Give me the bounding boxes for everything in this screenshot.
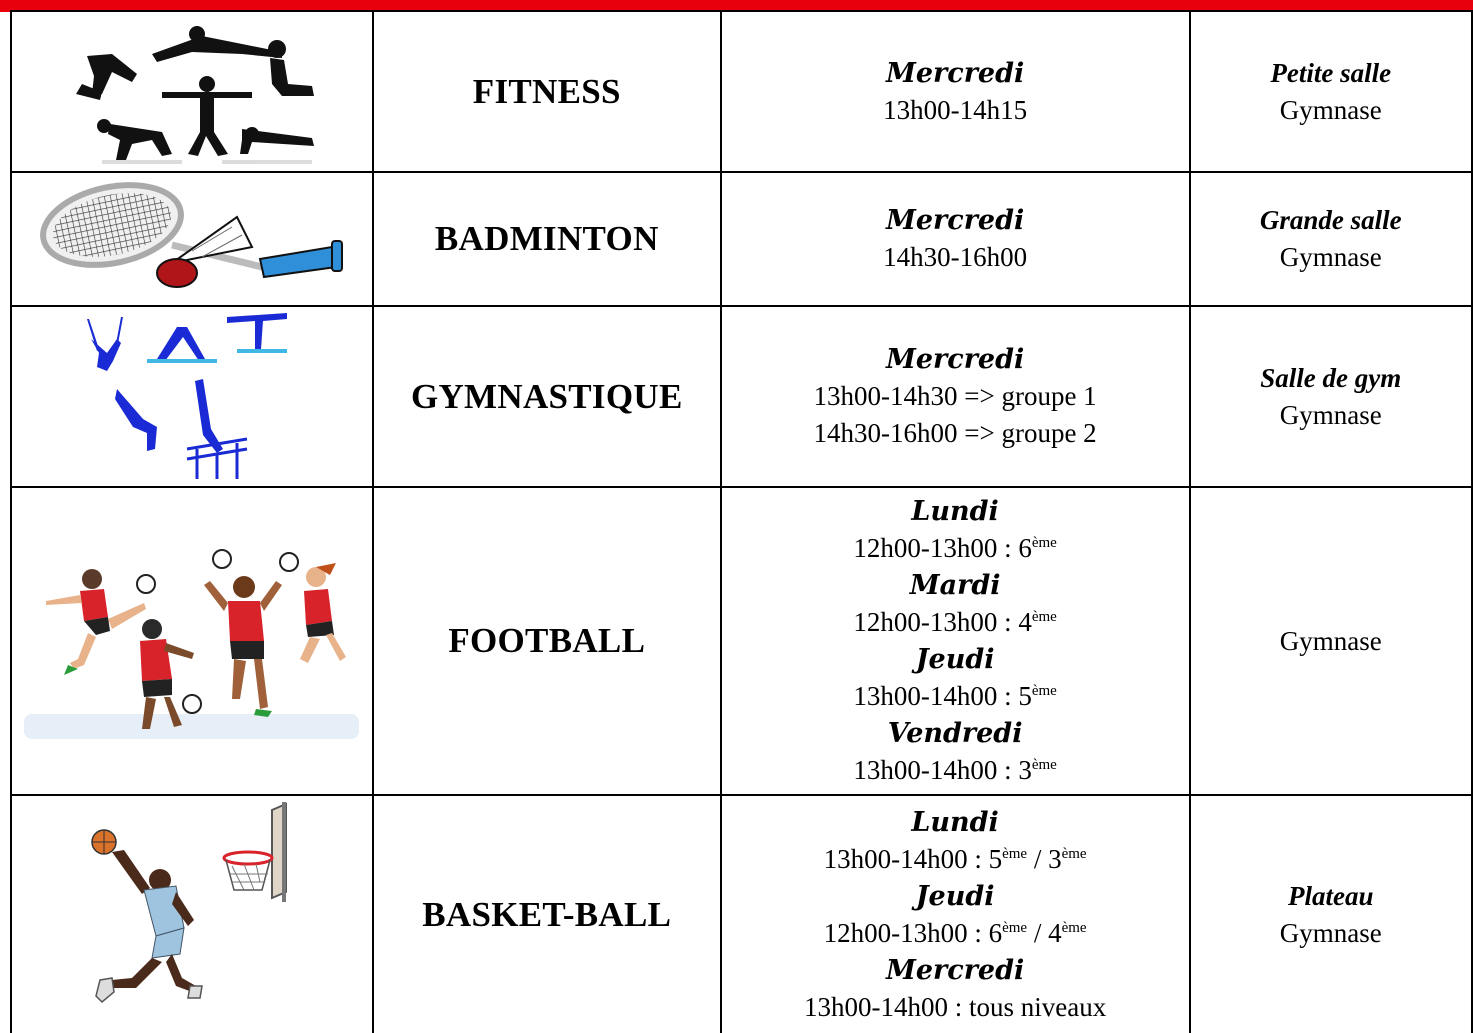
location-room: Plateau bbox=[1288, 880, 1374, 911]
schedule-cell bbox=[721, 795, 1190, 1033]
schedule-slot: 13h00-14h00 : 5ème bbox=[853, 681, 1057, 711]
schedule-day: Jeudi bbox=[915, 880, 995, 912]
location-cell bbox=[1190, 306, 1472, 487]
activity-cell bbox=[373, 11, 721, 172]
location-venue: Gymnase bbox=[1279, 94, 1382, 125]
badminton-image-cell bbox=[11, 172, 373, 306]
activity-name: FITNESS bbox=[472, 71, 621, 111]
schedule-day: Jeudi bbox=[915, 644, 995, 675]
schedule-day: Mercredi bbox=[885, 57, 1025, 89]
activity-name: GYMNASTIQUE bbox=[410, 376, 683, 416]
basketball-player-hoop-icon bbox=[72, 802, 312, 1027]
location-venue: Gymnase bbox=[1279, 242, 1382, 272]
schedule-day: Mercredi bbox=[885, 205, 1025, 236]
football-players-icon bbox=[24, 529, 359, 754]
location-cell bbox=[1190, 795, 1472, 1033]
activity-cell bbox=[373, 487, 721, 795]
schedule-cell bbox=[721, 172, 1190, 306]
schedule-slot: 13h00-14h15 bbox=[883, 94, 1028, 125]
location-venue: Gymnase bbox=[1279, 625, 1382, 656]
schedule-slot: 13h00-14h00 : tous niveaux bbox=[803, 991, 1107, 1022]
activity-name: FOOTBALL bbox=[448, 621, 646, 660]
schedule-slot: 14h30-16h00 bbox=[883, 242, 1028, 272]
location-room: Grande salle bbox=[1259, 205, 1402, 235]
schedule-slot: 14h30-16h00 => groupe 2 bbox=[813, 418, 1097, 448]
schedule-slot: 12h00-13h00 : 4ème bbox=[853, 607, 1057, 637]
basketball-image-cell bbox=[11, 795, 373, 1033]
badminton-racket-shuttlecock-icon bbox=[32, 177, 352, 302]
activity-cell bbox=[373, 172, 721, 306]
table-row bbox=[11, 306, 1472, 487]
activity-name: BASKET-BALL bbox=[422, 894, 672, 934]
location-room: Salle de gym bbox=[1260, 362, 1402, 393]
schedule-day: Mardi bbox=[909, 570, 1001, 601]
table-row bbox=[11, 172, 1472, 306]
activity-cell bbox=[373, 306, 721, 487]
schedule-day: Mercredi bbox=[885, 344, 1025, 375]
schedule-slot: 12h00-13h00 : 6ème bbox=[853, 533, 1057, 563]
fitness-image-cell bbox=[11, 11, 373, 172]
activity-name: BADMINTON bbox=[434, 219, 659, 258]
location-cell bbox=[1190, 11, 1472, 172]
schedule-day: Mercredi bbox=[885, 954, 1025, 986]
schedule-slot: 13h00-14h00 : 3ème bbox=[853, 755, 1057, 785]
schedule-cell bbox=[721, 487, 1190, 795]
schedule-cell bbox=[721, 11, 1190, 172]
location-venue: Gymnase bbox=[1279, 917, 1382, 948]
schedule-day: Vendredi bbox=[887, 718, 1023, 749]
table-row bbox=[11, 795, 1472, 1033]
schedule-day: Lundi bbox=[911, 806, 999, 838]
schedule-cell bbox=[721, 306, 1190, 487]
location-venue: Gymnase bbox=[1279, 399, 1382, 430]
activities-table bbox=[10, 10, 1473, 1033]
gymnasts-icon bbox=[77, 309, 307, 484]
schedule-slot: 12h00-13h00 : 6ème / 4ème bbox=[823, 917, 1087, 948]
schedule-slot: 13h00-14h00 : 5ème / 3ème bbox=[823, 843, 1087, 874]
schedule-day: Lundi bbox=[911, 496, 999, 527]
location-room: Petite salle bbox=[1270, 57, 1392, 88]
activity-cell bbox=[373, 795, 721, 1033]
fitness-silhouettes-icon bbox=[42, 14, 342, 169]
table-row bbox=[11, 11, 1472, 172]
table-row bbox=[11, 487, 1472, 795]
gymnastique-image-cell bbox=[11, 306, 373, 487]
football-image-cell bbox=[11, 487, 373, 795]
location-cell bbox=[1190, 172, 1472, 306]
location-cell bbox=[1190, 487, 1472, 795]
schedule-slot: 13h00-14h30 => groupe 1 bbox=[813, 381, 1097, 411]
